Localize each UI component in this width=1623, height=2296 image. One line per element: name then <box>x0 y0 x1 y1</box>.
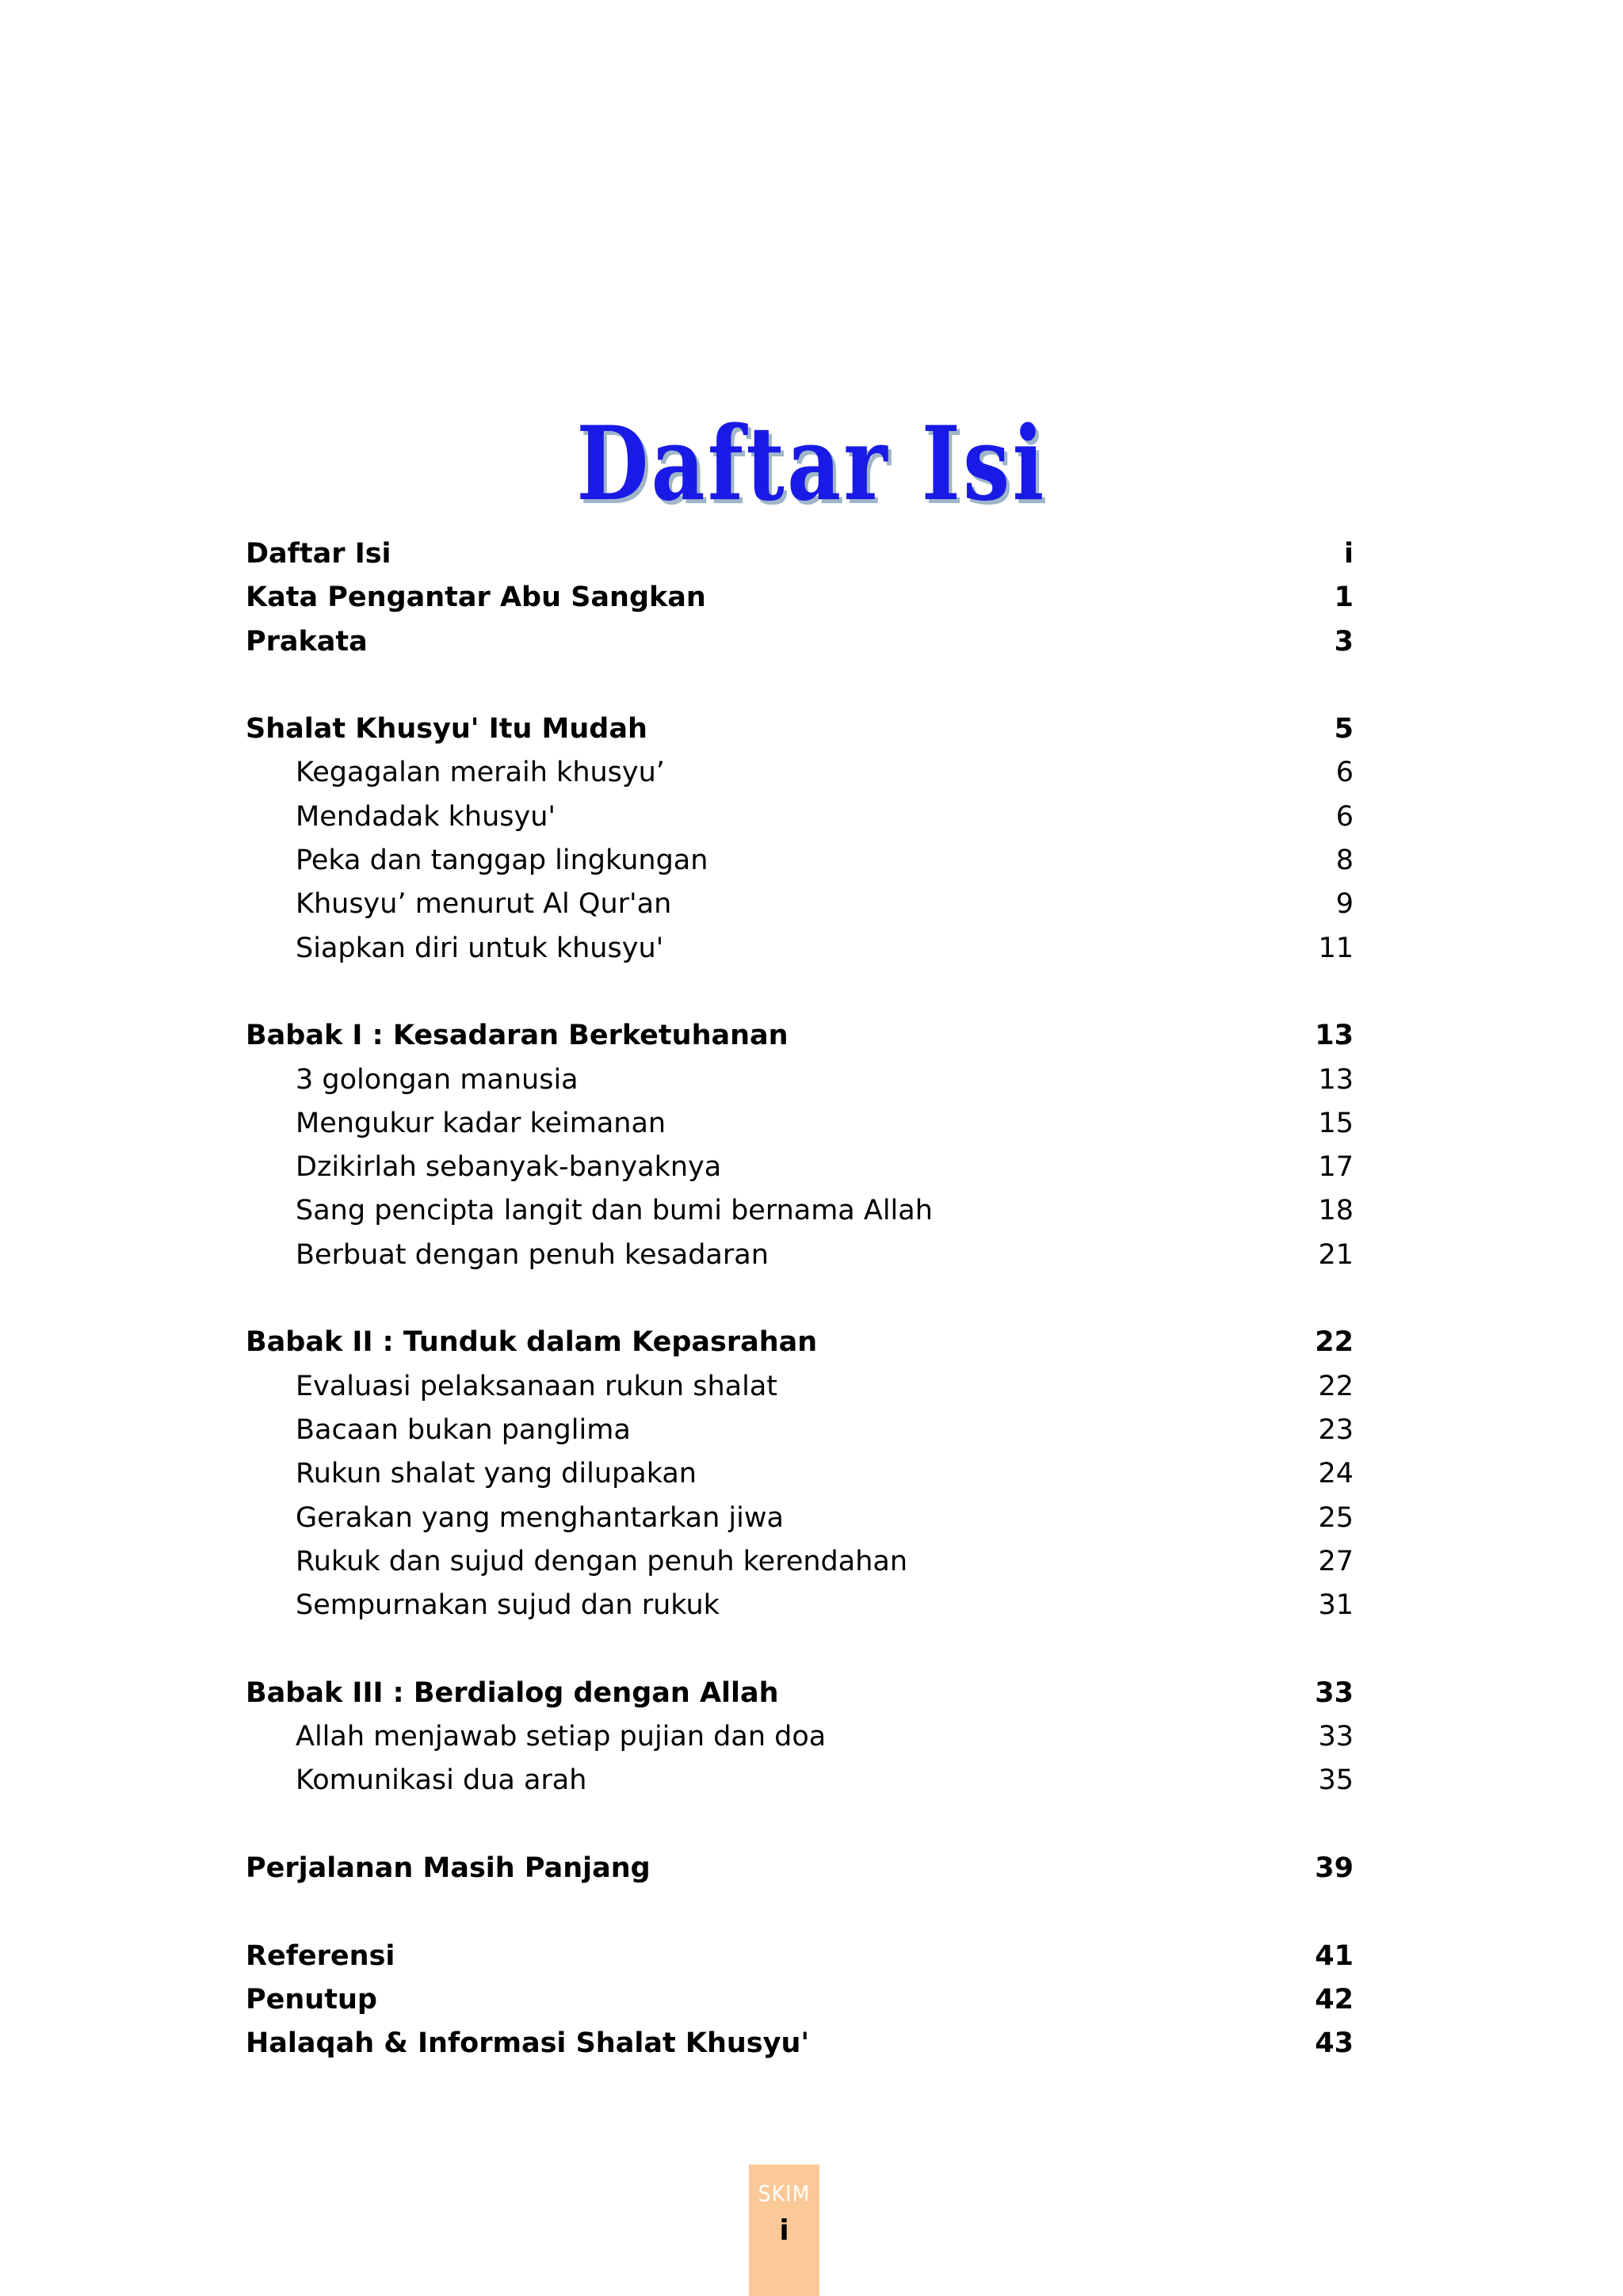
toc-entry-label: Rukun shalat yang dilupakan <box>296 1458 697 1490</box>
toc-entry-label: Kegagalan meraih khusyu’ <box>296 757 665 789</box>
toc-entry-sub <box>246 883 1354 926</box>
toc-entry-page: 21 <box>1318 1238 1354 1271</box>
toc-entry-page: 3 <box>1334 625 1354 658</box>
toc-entry-main <box>246 2022 1354 2065</box>
toc-entry-page: 22 <box>1315 1326 1354 1359</box>
toc-entry-page: 43 <box>1315 2027 1354 2060</box>
toc-entry-page: 31 <box>1318 1589 1354 1622</box>
toc-entry-main <box>246 620 1354 664</box>
toc-entry-page: 13 <box>1315 1020 1354 1052</box>
toc-entry-label: Kata Pengantar Abu Sangkan <box>246 582 706 614</box>
toc-entry-main <box>246 1847 1354 1890</box>
toc-entry-main <box>246 1321 1354 1364</box>
toc-entry-label: Babak II : Tunduk dalam Kepasrahan <box>246 1326 818 1359</box>
toc-entry-label: Peka dan tanggap lingkungan <box>296 845 708 877</box>
toc-entry-page: 6 <box>1335 757 1354 789</box>
toc-entry-sub <box>246 1102 1354 1146</box>
toc-entry-sub <box>246 1146 1354 1189</box>
toc-entry-label: Gerakan yang menghantarkan jiwa <box>296 1501 784 1534</box>
toc-entry-label: Allah menjawab setiap pujian dan doa <box>296 1721 827 1753</box>
toc-entry-page: 42 <box>1315 1983 1354 2016</box>
table-of-contents <box>246 532 1354 2065</box>
footer-brand: SKIM <box>758 2180 811 2206</box>
toc-entry-label: Shalat Khusyu' Itu Mudah <box>246 713 647 746</box>
toc-entry-page: 9 <box>1335 888 1354 921</box>
toc-entry-label: Mendadak khusyu' <box>296 800 556 833</box>
toc-entry-label: Mengukur kadar keimanan <box>296 1107 666 1139</box>
toc-entry-sub <box>246 1584 1354 1627</box>
toc-entry-page: 8 <box>1335 845 1354 877</box>
toc-entry-label: Siapkan diri untuk khusyu' <box>296 932 664 964</box>
toc-entry-main <box>246 1978 1354 2022</box>
toc-entry-sub <box>246 795 1354 839</box>
toc-entry-label: Khusyu’ menurut Al Qur'an <box>296 888 672 921</box>
toc-entry-sub <box>246 839 1354 883</box>
toc-entry-sub <box>246 1759 1354 1802</box>
toc-entry-main <box>246 707 1354 751</box>
toc-entry-sub <box>246 1540 1354 1584</box>
toc-entry-label: Prakata <box>246 625 368 658</box>
toc-entry-label: Sang pencipta langit dan bumi bernama Allah <box>296 1195 933 1227</box>
toc-entry-label: Perjalanan Masih Panjang <box>246 1852 651 1884</box>
toc-entry-label: Komunikasi dua arah <box>296 1764 587 1797</box>
toc-entry-label: Babak III : Berdialog dengan Allah <box>246 1676 779 1709</box>
footer-page-number: i <box>779 2214 789 2247</box>
page-title: Daftar Isi <box>576 404 1047 524</box>
toc-entry-page: 27 <box>1318 1545 1354 1577</box>
toc-entry-label: Daftar Isi <box>246 538 391 570</box>
toc-entry-sub <box>246 927 1354 971</box>
toc-entry-page: 13 <box>1318 1063 1354 1096</box>
toc-entry-sub <box>246 1452 1354 1496</box>
toc-entry-sub <box>246 1365 1354 1409</box>
toc-entry-label: Dzikirlah sebanyak-banyaknya <box>296 1151 722 1184</box>
toc-entry-page: 1 <box>1334 582 1354 614</box>
footer-page-tab <box>749 2164 819 2296</box>
toc-entry-page: 41 <box>1315 1939 1354 1972</box>
toc-entry-main <box>246 1672 1354 1715</box>
toc-entry-main <box>246 576 1354 620</box>
toc-entry-page: 39 <box>1315 1852 1354 1884</box>
toc-entry-sub <box>246 1409 1354 1452</box>
toc-entry-sub <box>246 1234 1354 1277</box>
toc-entry-page: 22 <box>1318 1370 1354 1402</box>
toc-entry-page: 25 <box>1318 1501 1354 1534</box>
toc-entry-main <box>246 532 1354 576</box>
toc-entry-sub <box>246 1189 1354 1233</box>
toc-entry-page: 24 <box>1318 1458 1354 1490</box>
toc-entry-sub <box>246 751 1354 795</box>
toc-entry-page: 35 <box>1318 1764 1354 1797</box>
toc-entry-label: Sempurnakan sujud dan rukuk <box>296 1589 720 1622</box>
toc-entry-main <box>246 1935 1354 1978</box>
toc-entry-page: 23 <box>1318 1413 1354 1446</box>
toc-entry-label: Rukuk dan sujud dengan penuh kerendahan <box>296 1545 908 1577</box>
toc-entry-page: i <box>1344 538 1354 570</box>
toc-entry-page: 18 <box>1318 1195 1354 1227</box>
toc-entry-label: Referensi <box>246 1939 395 1972</box>
toc-entry-label: Berbuat dengan penuh kesadaran <box>296 1238 769 1271</box>
toc-entry-page: 17 <box>1318 1151 1354 1184</box>
toc-entry-label: Babak I : Kesadaran Berketuhanan <box>246 1020 789 1052</box>
toc-entry-page: 33 <box>1318 1721 1354 1753</box>
toc-entry-label: 3 golongan manusia <box>296 1063 579 1096</box>
toc-entry-page: 15 <box>1318 1107 1354 1139</box>
toc-entry-sub <box>246 1715 1354 1759</box>
toc-entry-label: Bacaan bukan panglima <box>296 1413 631 1446</box>
toc-entry-page: 6 <box>1335 800 1354 833</box>
toc-entry-label: Penutup <box>246 1983 377 2016</box>
toc-entry-sub <box>246 1058 1354 1102</box>
toc-entry-label: Halaqah & Informasi Shalat Khusyu' <box>246 2027 810 2060</box>
toc-entry-sub <box>246 1497 1354 1540</box>
toc-entry-main <box>246 1014 1354 1058</box>
toc-entry-page: 33 <box>1315 1676 1354 1709</box>
toc-entry-label: Evaluasi pelaksanaan rukun shalat <box>296 1370 777 1402</box>
toc-entry-page: 11 <box>1318 932 1354 964</box>
toc-entry-page: 5 <box>1334 713 1354 746</box>
